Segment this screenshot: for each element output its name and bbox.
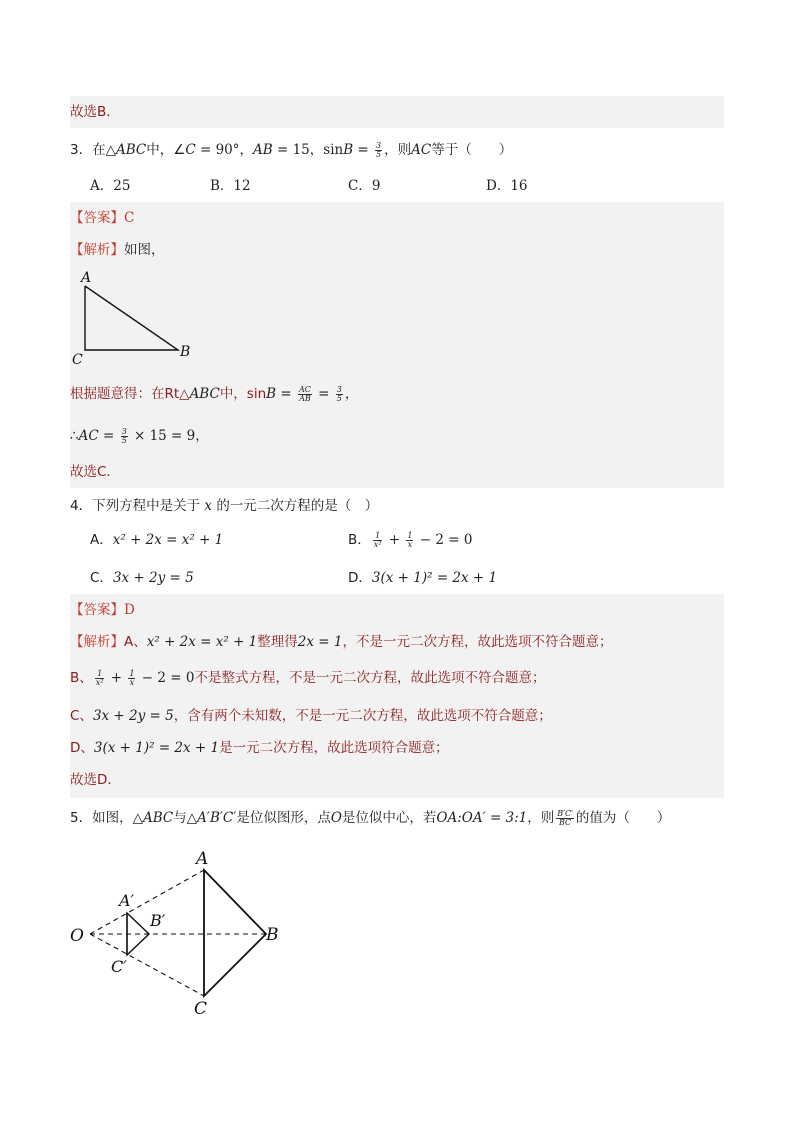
q4-conclusion: 故选D．: [70, 772, 121, 788]
q4-analysis-a: 【解析】A、x² + 2x = x² + 1整理得2x = 1，不是一元二次方程，故此选项不符合题意；: [70, 634, 613, 650]
q4-answer: 【答案】D: [70, 602, 135, 618]
q3-analysis: 【解析】如图，: [70, 242, 165, 258]
label-c: C: [72, 352, 83, 368]
label-a: A: [196, 849, 209, 869]
q3-step2: ∴AC = $\frac{3}{5}$ × 15 = 9，: [70, 426, 209, 445]
q3-option-c[interactable]: C．9: [348, 178, 381, 194]
label-c: C: [194, 999, 208, 1019]
label-c-prime: C′: [111, 957, 127, 976]
prev-conclusion: 故选B．: [70, 104, 120, 120]
q4-option-d[interactable]: D．3(x + 1)² = 2x + 1: [348, 570, 498, 586]
q4-option-b[interactable]: B． $\frac{1}{\text{x²}}$ + $\frac{1}{x}$ − 2 = 0: [348, 530, 473, 549]
label-o: O: [70, 926, 84, 946]
q3-answer: 【答案】C: [70, 210, 135, 226]
label-b: B: [180, 344, 191, 360]
q3-option-b[interactable]: B．12: [210, 178, 251, 194]
q4-analysis-b: B、 $\frac{1}{\text{x²}}$ + $\frac{1}{x}$ − 2 = 0不是整式方程，不是一元二次方程，故此选项不符合题意；: [70, 668, 546, 687]
q4-stem: 4．下列方程中是关于 x 的一元二次方程的是（ ）: [70, 498, 379, 514]
label-b: B: [266, 925, 279, 945]
label-a-prime: A′: [119, 891, 135, 910]
label-b-prime: B′: [150, 911, 166, 930]
q4-option-c[interactable]: C．3x + 2y = 5: [90, 570, 194, 586]
q4-answer-shade: [70, 594, 724, 798]
q3-step1: 根据题意得：在Rt△ABC中，sinB = $\frac{AC}{AB}$ = $\frac{3}{5}$ ，: [70, 384, 359, 403]
q3-option-a[interactable]: A．25: [90, 178, 131, 194]
q4-analysis-c: C、3x + 2y = 5，含有两个未知数，不是一元二次方程，故此选项不符合题意；: [70, 708, 552, 724]
q5-homothety-figure: [66, 842, 296, 1022]
q5-stem: 5．如图，△ABC与△A′B′C′是位似图形，点O是位似中心，若OA:OA′ = 3:1，则 $\frac{B'C'}{BC}$ 的值为（ ）: [70, 808, 671, 827]
label-a: A: [81, 270, 92, 286]
q3-conclusion: 故选C．: [70, 464, 120, 480]
q4-option-a[interactable]: A．x² + 2x = x² + 1: [90, 532, 224, 548]
q3-option-d[interactable]: D．16: [486, 178, 528, 194]
q3-stem: 3．在△ABC中，∠C = 90°，AB = 15，sinB = $\frac{3}{5}$ ，则AC等于（ ）: [70, 140, 513, 159]
q4-analysis-d: D、3(x + 1)² = 2x + 1是一元二次方程，故此选项符合题意；: [70, 740, 449, 756]
q3-triangle-figure: [70, 266, 210, 368]
